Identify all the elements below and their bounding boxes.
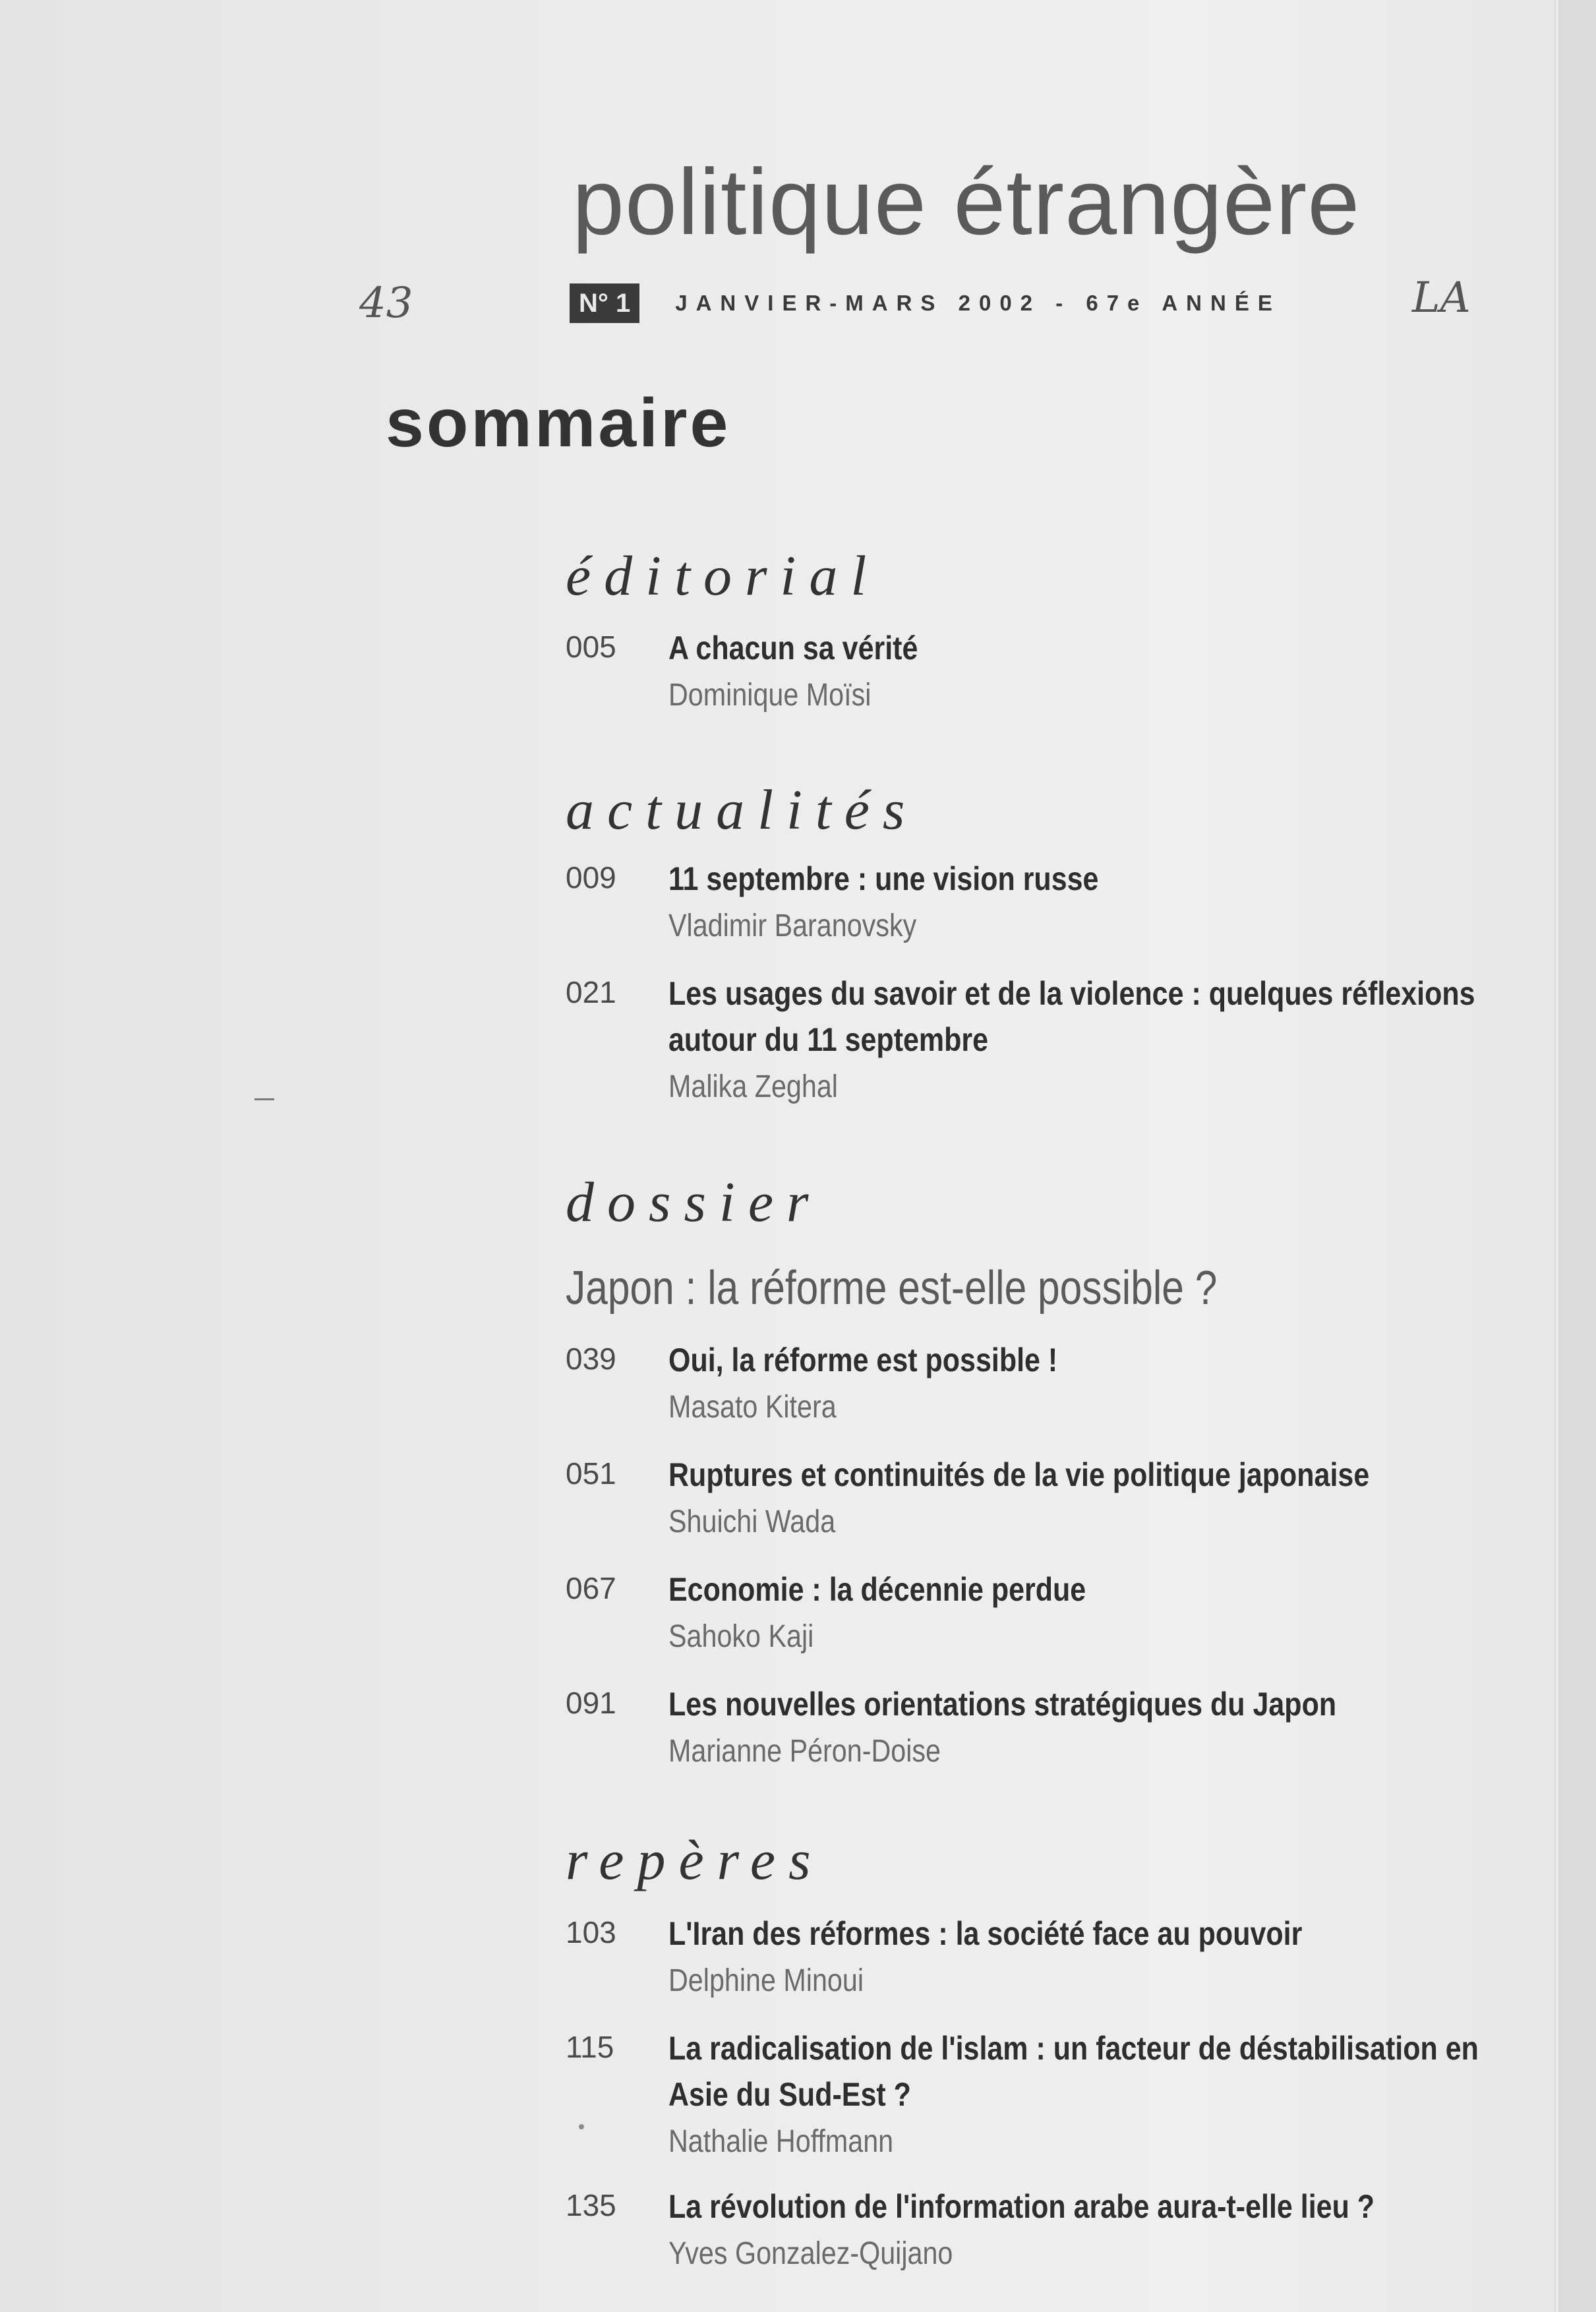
page-edge: [1554, 0, 1560, 2312]
dossier-subtitle: Japon : la réforme est-elle possible ?: [566, 1262, 1218, 1315]
article-author: Delphine Minoui: [668, 1963, 864, 1998]
article-title: La radicalisation de l'islam : un facteur de déstabilisation en Asie du Sud-Est ?: [668, 2030, 1479, 2113]
article-author: Shuichi Wada: [668, 1504, 836, 1539]
page-number: 091: [566, 1686, 616, 1720]
page-title: sommaire: [386, 385, 731, 461]
article-author: Nathalie Hoffmann: [668, 2124, 894, 2159]
article-title: Les usages du savoir et de la violence : quelques réflexions autour du 11 septembre: [668, 975, 1475, 1058]
article-author: Masato Kitera: [668, 1390, 837, 1425]
article-title: A chacun sa vérité: [668, 630, 918, 667]
section-heading-actualites: actualités: [566, 778, 918, 841]
article-title: L'Iran des réformes : la société face au pouvoir: [668, 1915, 1303, 1952]
issue-date: JANVIER-MARS 2002 - 67e ANNÉE: [675, 291, 1281, 315]
article-author: Dominique Moïsi: [668, 678, 872, 713]
page-number: 051: [566, 1456, 616, 1491]
page-number: 009: [566, 860, 616, 895]
binding-strip: [1560, 0, 1596, 2312]
article-title: La révolution de l'information arabe aura-t-elle lieu ?: [668, 2188, 1375, 2225]
page-number: 135: [566, 2188, 616, 2222]
article-title: 11 septembre : une vision russe: [668, 860, 1099, 897]
page-number: 115: [566, 2030, 614, 2064]
article-author: Yves Gonzalez-Quijano: [668, 2236, 953, 2271]
issue-number-badge: N° 1: [570, 283, 639, 323]
article-title: Economie : la décennie perdue: [668, 1571, 1086, 1608]
margin-mark: [254, 1098, 274, 1100]
article-author: Vladimir Baranovsky: [668, 908, 917, 943]
article-author: Marianne Péron-Doise: [668, 1734, 941, 1769]
section-heading-editorial: éditorial: [566, 544, 880, 607]
section-heading-reperes: repères: [566, 1828, 824, 1891]
page-number: 039: [566, 1342, 616, 1376]
page-number: 021: [566, 975, 616, 1009]
page-number: 103: [566, 1915, 616, 1949]
article-author: Sahoko Kaji: [668, 1619, 814, 1654]
margin-dot: [579, 2124, 584, 2129]
article-author: Malika Zeghal: [668, 1069, 838, 1104]
section-heading-dossier: dossier: [566, 1170, 822, 1233]
page-number: 067: [566, 1571, 616, 1605]
issue-line: [570, 280, 1281, 326]
page-number: 005: [566, 630, 616, 664]
handwritten-mark-right: LA: [1412, 274, 1471, 322]
journal-title: politique étrangère: [572, 150, 1361, 254]
handwritten-mark-left: 43: [359, 279, 413, 328]
article-title: Oui, la réforme est possible !: [668, 1342, 1058, 1378]
article-title: Ruptures et continuités de la vie politique japonaise: [668, 1456, 1370, 1493]
article-title: Les nouvelles orientations stratégiques du Japon: [668, 1686, 1337, 1723]
